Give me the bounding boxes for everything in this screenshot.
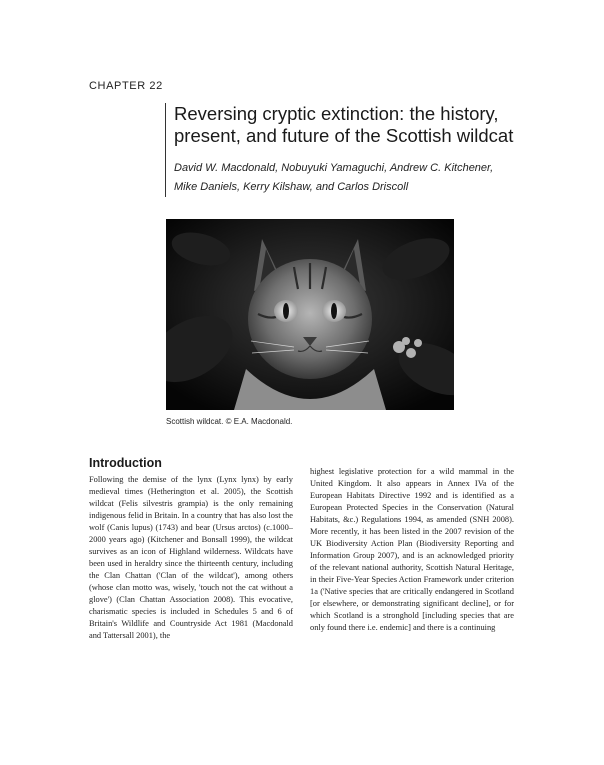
body-column-right — [310, 466, 514, 634]
section-heading: Introduction — [89, 456, 162, 470]
figure-caption: Scottish wildcat. © E.A. Macdonald. — [166, 417, 293, 426]
body-paragraph: Following the demise of the lynx (Lynx lynx) by early medieval times (Hetherington et al. 2005), the Scottish wildcat (Felis silvestris grampia) is the only remaining indigenous felid in Britain. In a country that has also lost the wolf (Canis lupus) (1743) and bear (Ursus arctos) (c.1000–2000 years ago) (Kitchener and Bonsall 1999), the wildcat survives as an icon of Highland wilderness. Wildcats have been used in heraldry since the thirteenth century, including the Clan Chattan ('Clan of the wildcat'), among others (whose clan motto was, wisely, 'touch not the cat without a glove') (Clan Chattan Association 2008). This evocative, charismatic species is included in Schedules 5 and 6 of Britain's Wildlife and Countryside Act 1981 (Macdonald and Tattersall 2001), the — [89, 475, 293, 640]
body-paragraph: highest legislative protection for a wild mammal in the United Kingdom. It also appears in Annex IVa of the European Habitats Directive 1992 and is identified as a European Protected Species in the Conservation (Natural Habitats, &c.) Regulations 1994, as amended (SNH 2008). More recently, it has been listed in the 2007 revision of the UK Biodiversity Action Plan (Biodiversity Reporting and Information Group 2007), and is an acknowledged priority of the relevant national authority, Scottish Natural Heritage, in their Five-Year Species Action Framework under criterion 1a ('Native species that are critically endangered in Scotland [or elsewhere, or demonstrating significant decline], or for which Scotland is a stronghold [including species that are only found there i.e. endemic] and there is a continuing — [310, 467, 514, 632]
author-list-line-2: Mike Daniels, Kerry Kilshaw, and Carlos Driscoll — [174, 181, 409, 193]
chapter-title — [174, 103, 574, 147]
author-list-line-1: David W. Macdonald, Nobuyuki Yamaguchi, Andrew C. Kitchener, — [174, 162, 494, 174]
body-column-left — [89, 474, 293, 642]
chapter-title-line-2: present, and future of the Scottish wildcat — [174, 125, 514, 146]
wildcat-photo — [166, 219, 454, 410]
title-block — [165, 103, 574, 197]
chapter-label: CHAPTER 22 — [89, 80, 163, 92]
chapter-title-line-1: Reversing cryptic extinction: the history, — [174, 103, 499, 124]
author-list — [174, 159, 574, 197]
